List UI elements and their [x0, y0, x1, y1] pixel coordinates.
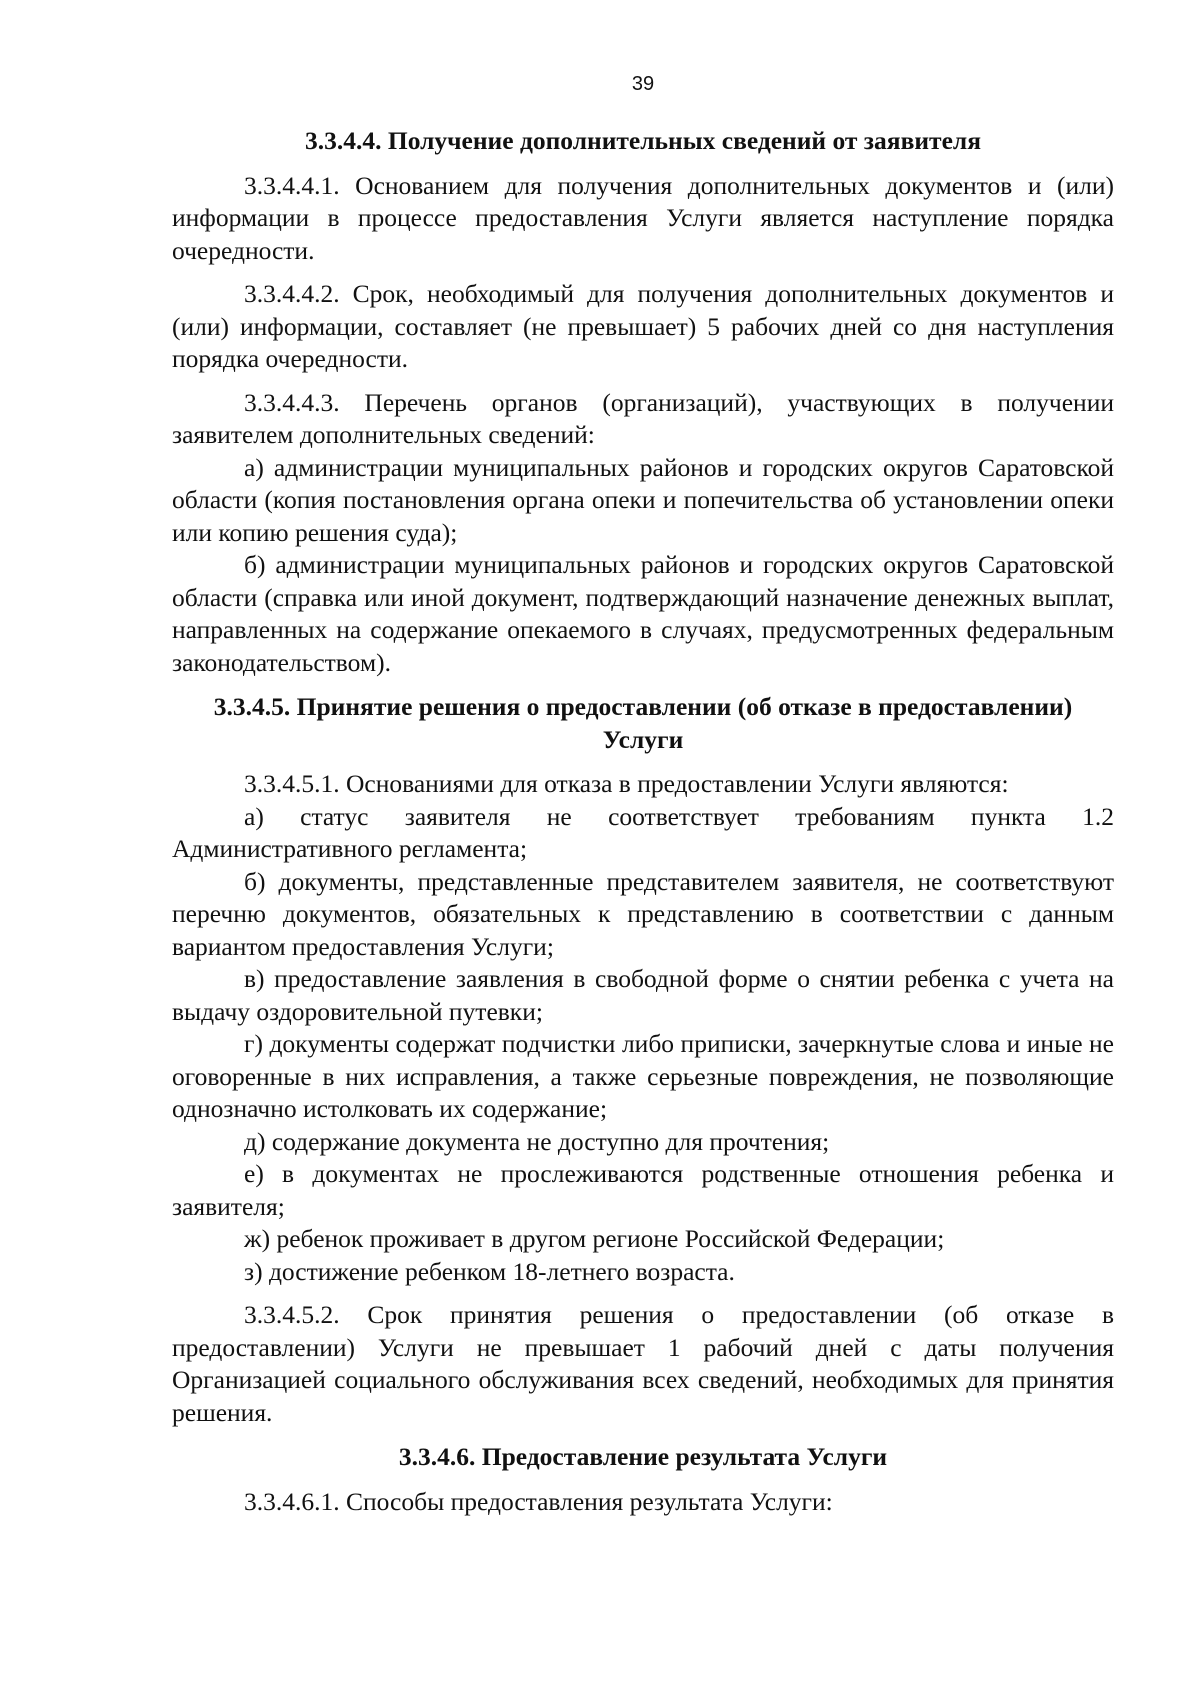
paragraph-3-3-4-5-2: 3.3.4.5.2. Срок принятия решения о предоставлении (об отказе в предоставлении) Услуги не превышает 1 рабочий дней с даты получения Организацией социального обслуживания всех сведений, необходимых для принятия решения. [172, 1300, 1114, 1427]
refusal-item-g: г) документы содержат подчистки либо приписки, зачеркнутые слова и иные не оговоренные в них исправления, а также серьезные повреждения, не позволяющие однозначно истолковать их содержание; [172, 1029, 1114, 1123]
paragraph-3-3-4-5-1: 3.3.4.5.1. Основаниями для отказа в предоставлении Услуги являются: [244, 769, 1009, 798]
page-number: 39 [631, 73, 655, 95]
page-content [172, 125, 1114, 1518]
list-item-a: а) администрации муниципальных районов и городских округов Саратовской области (копия постановления органа опеки и попечительства об установлении опеки или копию решения суда); [172, 452, 1114, 547]
refusal-item-b: б) документы, представленные представителем заявителя, не соответствуют перечню документов, обязательных к представлению в соответствии с данным вариантом предоставления Услуги; [172, 866, 1114, 961]
paragraph-3-3-4-4-3: 3.3.4.4.3. Перечень органов (организаций), участвующих в получении заявителем дополнительных сведений: [172, 387, 1114, 449]
paragraph-3-3-4-6-1: 3.3.4.6.1. Способы предоставления результата Услуги: [244, 1486, 833, 1516]
refusal-item-a: а) статус заявителя не соответствует требованиям пункта 1.2 Административного регламента; [172, 801, 1114, 863]
refusal-item-e: е) в документах не прослеживаются родственные отношения ребенка и заявителя; [172, 1159, 1114, 1221]
section-heading-3-3-4-6: 3.3.4.6. Предоставление результата Услуги [398, 1442, 888, 1471]
list-item-b: б) администрации муниципальных районов и городских округов Саратовской области (справка или иной документ, подтверждающий назначение денежных выплат, направленных на содержание опекаемого в случаях, предусмотренных федеральным законодательством). [172, 550, 1114, 677]
paragraph-3-3-4-4-2: 3.3.4.4.2. Срок, необходимый для получения дополнительных документов и (или) информации, составляет (не превышает) 5 рабочих дней со дня наступления порядка очередности. [172, 279, 1114, 373]
refusal-item-z: з) достижение ребенком 18-летнего возраста. [244, 1256, 735, 1286]
refusal-item-d: д) содержание документа не доступно для прочтения; [244, 1126, 830, 1156]
refusal-item-v: в) предоставление заявления в свободной форме о снятии ребенка с учета на выдачу оздоровительной путевки; [172, 964, 1114, 1026]
refusal-item-zh: ж) ребенок проживает в другом регионе Российской Федерации; [244, 1224, 945, 1253]
section-heading-3-3-4-5: 3.3.4.5. Принятие решения о предоставлении (об отказе в предоставлении) Услуги [213, 692, 1073, 754]
section-heading-3-3-4-4: 3.3.4.4. Получение дополнительных сведений от заявителя [304, 126, 982, 155]
paragraph-3-3-4-4-1: 3.3.4.4.1. Основанием для получения дополнительных документов и (или) информации в процессе предоставления Услуги является наступление порядка очередности. [172, 170, 1114, 265]
